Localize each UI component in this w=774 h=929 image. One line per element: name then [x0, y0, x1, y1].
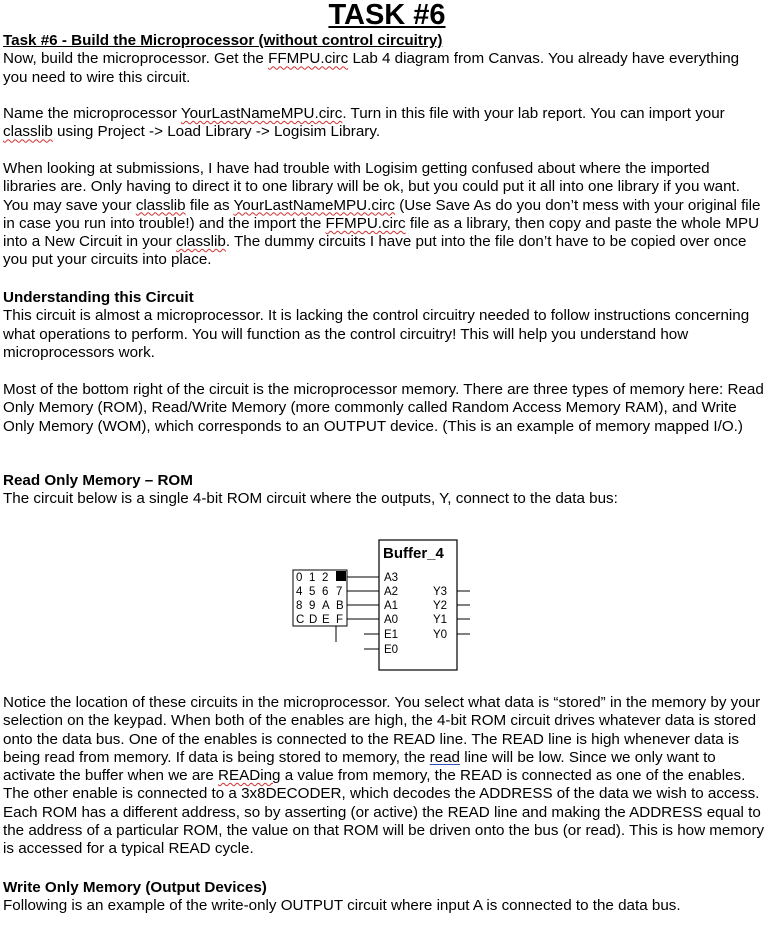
keypad-keys [296, 571, 346, 626]
svg-text:A3: A3 [384, 572, 399, 584]
task-paragraph-2: Name the microprocessor YourLastNameMPU.circ. Turn in this file with your lab report. You can import your classlib using Project -> Load Library -> Logisim Library. [3, 105, 725, 141]
filename-ffmpu: FFMPU.circ [268, 50, 349, 68]
page-title: TASK #6 [328, 0, 446, 31]
svg-text:D: D [309, 614, 318, 626]
wom-heading: Write Only Memory (Output Devices) [3, 879, 267, 896]
svg-text:5: 5 [309, 586, 316, 598]
svg-text:6: 6 [322, 586, 329, 598]
svg-text:A0: A0 [384, 614, 399, 626]
svg-text:B: B [336, 600, 344, 612]
svg-text:Y3: Y3 [433, 586, 448, 598]
svg-text:Y0: Y0 [433, 629, 448, 641]
understanding-paragraph-2: Most of the bottom right of the circuit is the microprocessor memory. There are three types of memory here: Read Only Memory (ROM), Read/Write Memory (more commonly called Random Access Memory RAM), and Write Only Memory (WOM), which corresponds to an OUTPUT device. (This is an example of memory mapped I/O.) [3, 381, 764, 435]
svg-text:4: 4 [296, 586, 303, 598]
svg-text:Y2: Y2 [433, 600, 448, 612]
input-labels [384, 572, 398, 656]
rom-paragraph-2: Notice the location of these circuits in the microprocessor. You select what data is “stored” in the memory by your selection on the keypad. When both of the enables are high, the 4-bit ROM circuit drives whatever data is stored onto the data bus. One of the enables is connected to the READ line. The READ line is high whenever data is being read from memory. If data is being stored to memory, the read line will be low. Since we only want to activate the buffer when we are READing a value from memory, the READ is connected as one of the enables. The other enable is connected to a 3x8DECODER, which decodes the ADDRESS of the data we wish to access. Each ROM has a different address, so by asserting (or active) the READ line and making the ADDRESS equal to the address of a particular ROM, the value on that ROM will be driven onto the bus (or read). This is how memory is accessed for a typical READ cycle. [3, 694, 765, 858]
classlib-word: classlib [3, 123, 53, 141]
reading-word: READing [218, 767, 281, 785]
rom-paragraph-1: The circuit below is a single 4-bit ROM circuit where the outputs, Y, connect to the data bus: [3, 490, 618, 508]
input-wires [336, 577, 379, 649]
understanding-heading: Understanding this Circuit [3, 289, 194, 306]
task-paragraph-3: When looking at submissions, I have had trouble with Logisim getting confused about where the imported libraries are. Only having to direct it to one library will be ok, but you could put it all into one library if you want. You may save your classlib file as YourLastNameMPU.circ (Use Save As do you don’t mess with your original file in case you run into trouble!) and the import the FFMPU.circ file as a library, then copy and paste the whole MPU into a New Circuit in your classlib. The dummy circuits I have put into the file don’t have to be copied over once you put your circuits into place. [3, 160, 761, 269]
svg-text:F: F [336, 614, 344, 626]
rom-heading: Read Only Memory – ROM [3, 472, 193, 489]
task-paragraph-1: Now, build the microprocessor. Get the FFMPU.circ Lab 4 diagram from Canvas. You already have everything you need to wire this circuit. [3, 50, 740, 86]
understanding-paragraph-1: This circuit is almost a microprocessor. It is lacking the control circuitry needed to follow instructions concerning what operations to perform. You will function as the control circuitry! This will help you understand how microprocessors work. [3, 307, 750, 361]
svg-text:8: 8 [296, 600, 303, 612]
wom-section [3, 879, 767, 916]
svg-text:1: 1 [309, 572, 316, 584]
svg-text:A1: A1 [384, 600, 399, 612]
filename-yourlastnamempu: YourLastNameMPU.circ [180, 105, 343, 122]
svg-text:C: C [296, 614, 305, 626]
svg-text:E: E [322, 614, 330, 626]
svg-text:9: 9 [309, 600, 316, 612]
svg-text:A: A [322, 600, 330, 612]
svg-text:2: 2 [322, 572, 329, 584]
read-word: read [429, 748, 460, 766]
svg-text:E1: E1 [384, 629, 399, 641]
svg-text:0: 0 [296, 572, 303, 584]
svg-text:A2: A2 [384, 586, 399, 598]
output-labels [433, 586, 447, 641]
svg-text:Y1: Y1 [433, 614, 448, 626]
svg-text:7: 7 [336, 586, 343, 598]
buffer4-title: Buffer_4 [383, 545, 444, 562]
output-wires [457, 591, 470, 634]
wom-paragraph-1: Following is an example of the write-only OUTPUT circuit where input A is connected to the data bus. [3, 897, 681, 915]
svg-text:E0: E0 [384, 644, 399, 656]
keypad-selected-key [336, 571, 346, 581]
task-heading: Task #6 - Build the Microprocessor (without control circuitry) [3, 32, 443, 49]
